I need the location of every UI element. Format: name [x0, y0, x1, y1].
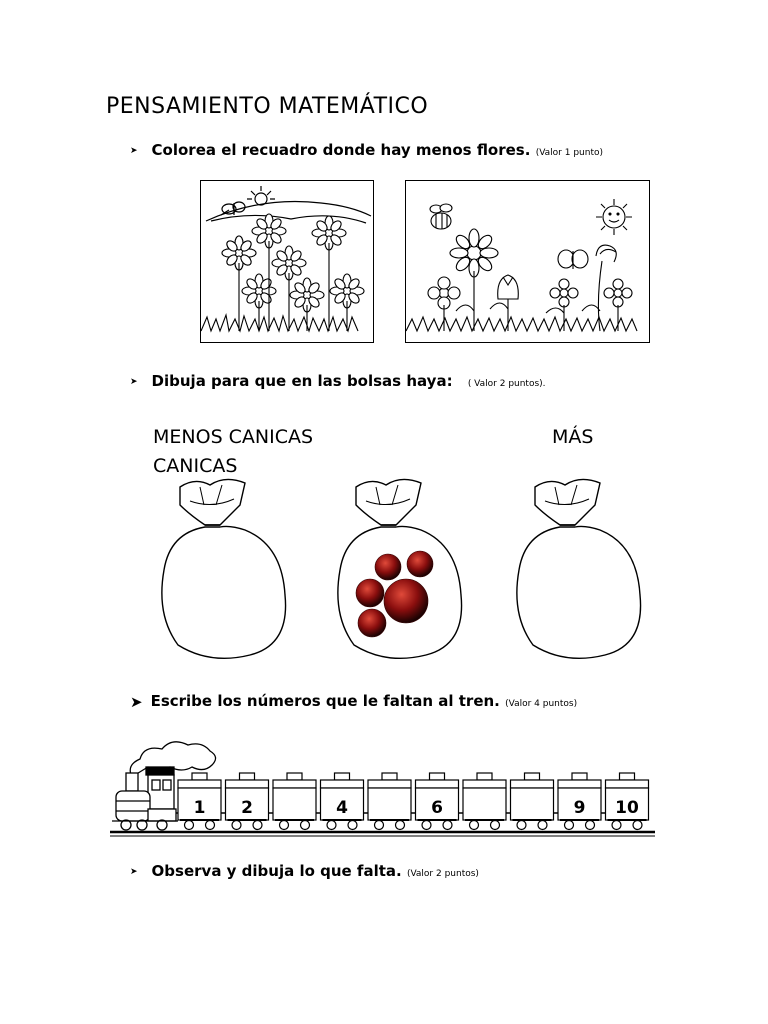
- question-2: [130, 372, 546, 390]
- question-1-value: (Valor 1 punto): [535, 148, 603, 158]
- flower-icon: [550, 279, 578, 307]
- butterfly-icon: [558, 250, 588, 269]
- question-3: ➤ Escribe los números que le faltan al tren. (Valor 4 puntos): [130, 692, 578, 711]
- flower-icon: [604, 279, 632, 307]
- flower-icon: [596, 245, 616, 262]
- question-2-text: Dibuja para que en las bolsas haya:: [151, 372, 453, 390]
- label-mas: MÁS: [552, 426, 594, 448]
- train-drawing: [110, 735, 655, 840]
- page-title: PENSAMIENTO MATEMÁTICO: [106, 94, 429, 119]
- train-wagon-8[interactable]: [506, 773, 554, 830]
- train-wagon-3[interactable]: [269, 773, 317, 830]
- train-wagon-number: 4: [336, 798, 348, 818]
- flowers-box-many[interactable]: [200, 180, 374, 343]
- train-wagon-2[interactable]: [221, 773, 269, 830]
- train-wagon-10[interactable]: [601, 773, 649, 830]
- train-wagon-4[interactable]: [316, 773, 364, 830]
- bags-area: [150, 475, 650, 670]
- train-wagon-number: 10: [615, 798, 639, 818]
- sun-icon: [247, 186, 275, 205]
- train-wagon-number: 1: [193, 798, 206, 818]
- flower-icon: [428, 277, 460, 309]
- flowers-few-drawing: [406, 181, 649, 342]
- question-4-value: (Valor 2 puntos): [406, 869, 479, 879]
- arrowhead-icon: ➤: [130, 692, 143, 711]
- bag-icon: [517, 479, 641, 658]
- flower-icon: [498, 275, 519, 299]
- question-3-text: Escribe los números que le faltan al tren: [150, 692, 495, 710]
- train-wagon-number: 2: [241, 798, 253, 818]
- flowers-many-drawing: [201, 181, 373, 342]
- train-wagon-number: 6: [431, 798, 443, 818]
- bag-less[interactable]: [162, 479, 286, 658]
- bag-example: [338, 479, 462, 658]
- train-wagon-9[interactable]: [554, 773, 602, 830]
- flower-icon: [450, 229, 498, 277]
- sun-icon: [596, 199, 632, 235]
- flowers-box-few[interactable]: [405, 180, 650, 343]
- train-wagon-5[interactable]: [364, 773, 412, 830]
- question-3-value: (Valor 4 puntos): [505, 699, 578, 709]
- train-wagon-1[interactable]: [178, 773, 221, 830]
- arrowhead-icon: ➤: [130, 866, 138, 877]
- question-4-text: Observa y dibuja lo que falta: [151, 862, 396, 880]
- arrowhead-icon: ➤: [130, 376, 138, 387]
- train-wagon-number: 9: [573, 798, 586, 818]
- bag-icon: [162, 479, 286, 658]
- train-wagon-6[interactable]: [411, 773, 459, 830]
- question-1-text: Colorea el recuadro donde hay menos flores: [151, 141, 525, 159]
- bee-icon: [430, 204, 452, 229]
- arrowhead-icon: ➤: [130, 145, 138, 156]
- question-4: ➤ Observa y dibuja lo que falta. (Valor 2 puntos): [130, 862, 479, 880]
- train-wagon-7[interactable]: [459, 773, 507, 830]
- label-canicas: CANICAS: [153, 455, 238, 477]
- question-1: ➤ Colorea el recuadro donde hay menos flores. (Valor 1 punto): [130, 141, 603, 159]
- bag-more[interactable]: [517, 479, 641, 658]
- label-menos-canicas: MENOS CANICAS: [153, 426, 314, 448]
- question-2-value: ( Valor 2 puntos).: [467, 379, 546, 389]
